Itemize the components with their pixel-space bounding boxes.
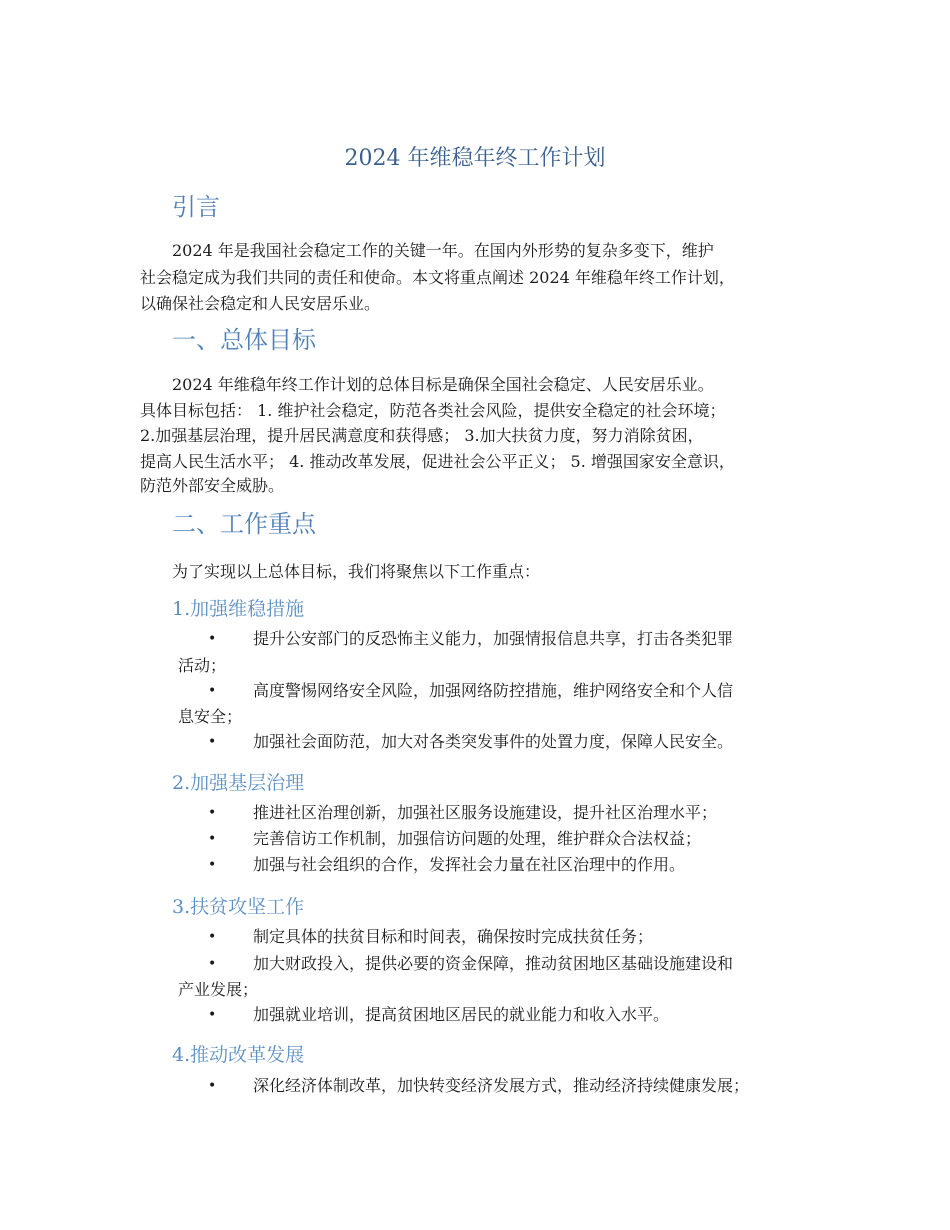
- bullet-icon: •: [208, 956, 217, 972]
- focus-intro-text: 为了实现以上总体目标，我们将聚焦以下工作重点：: [172, 562, 541, 581]
- list-item-text: 加强就业培训，提高贫困地区居民的就业能力和收入水平。: [253, 1005, 670, 1024]
- bullet-icon: •: [208, 857, 217, 873]
- subsection-heading: 4.推动改革发展: [172, 1044, 305, 1066]
- bullet-icon: •: [208, 631, 217, 647]
- list-item-text: 高度警惕网络安全风险，加强网络防控措施，维护网络安全和个人信: [253, 681, 734, 700]
- list-item-text: 完善信访工作机制，加强信访问题的处理，维护群众合法权益；: [253, 829, 702, 848]
- bullet-icon: •: [208, 831, 217, 847]
- intro-paragraph-line: 以确保社会稳定和人民安居乐业。: [140, 294, 381, 313]
- intro-paragraph-line: 社会稳定成为我们共同的责任和使命。本文将重点阐述 2024 年维稳年终工作计划，: [140, 268, 735, 287]
- goals-paragraph-line: 防范外部安全威胁。: [140, 476, 285, 495]
- list-item-continuation: 息安全；: [178, 707, 243, 726]
- subsection-heading: 2.加强基层治理: [172, 772, 305, 794]
- document-title: 2024 年维稳年终工作计划: [344, 146, 606, 171]
- list-item-text: 推进社区治理创新，加强社区服务设施建设，提升社区治理水平；: [253, 803, 718, 822]
- list-item-text: 加大财政投入，提供必要的资金保障，推动贫困地区基础设施建设和: [253, 954, 734, 973]
- list-item-text: 深化经济体制改革，加快转变经济发展方式，推动经济持续健康发展；: [253, 1076, 750, 1095]
- list-item-text: 提升公安部门的反恐怖主义能力，加强情报信息共享，打击各类犯罪: [253, 629, 734, 648]
- section-heading-intro: 引言: [172, 193, 220, 221]
- bullet-icon: •: [208, 734, 217, 750]
- bullet-icon: •: [208, 1007, 217, 1023]
- subsection-heading: 3.扶贫攻坚工作: [172, 896, 305, 918]
- bullet-icon: •: [208, 929, 217, 945]
- bullet-icon: •: [208, 683, 217, 699]
- list-item-text: 加强社会面防范，加大对各类突发事件的处置力度，保障人民安全。: [253, 732, 734, 751]
- goals-paragraph-line: 具体目标包括： 1. 维护社会稳定，防范各类社会风险，提供安全稳定的社会环境；: [140, 401, 726, 420]
- section-heading-focus: 二、工作重点: [172, 510, 316, 538]
- intro-paragraph-line: 2024 年是我国社会稳定工作的关键一年。在国内外形势的复杂多变下，维护: [172, 241, 714, 260]
- goals-paragraph-line: 提高人民生活水平； 4. 推动改革发展，促进社会公平正义； 5. 增强国家安全意识，: [140, 452, 735, 471]
- list-item-continuation: 活动；: [178, 656, 227, 675]
- bullet-icon: •: [208, 1078, 217, 1094]
- bullet-icon: •: [208, 805, 217, 821]
- subsection-heading: 1.加强维稳措施: [172, 598, 305, 620]
- list-item-continuation: 产业发展；: [178, 980, 259, 999]
- goals-paragraph-line: 2024 年维稳年终工作计划的总体目标是确保全国社会稳定、人民安居乐业。: [172, 375, 714, 394]
- section-heading-goals: 一、总体目标: [172, 326, 316, 354]
- goals-paragraph-line: 2.加强基层治理，提升居民满意度和获得感； 3.加大扶贫力度，努力消除贫困，: [140, 426, 704, 445]
- list-item-text: 加强与社会组织的合作，发挥社会力量在社区治理中的作用。: [253, 855, 686, 874]
- list-item-text: 制定具体的扶贫目标和时间表，确保按时完成扶贫任务；: [253, 927, 654, 946]
